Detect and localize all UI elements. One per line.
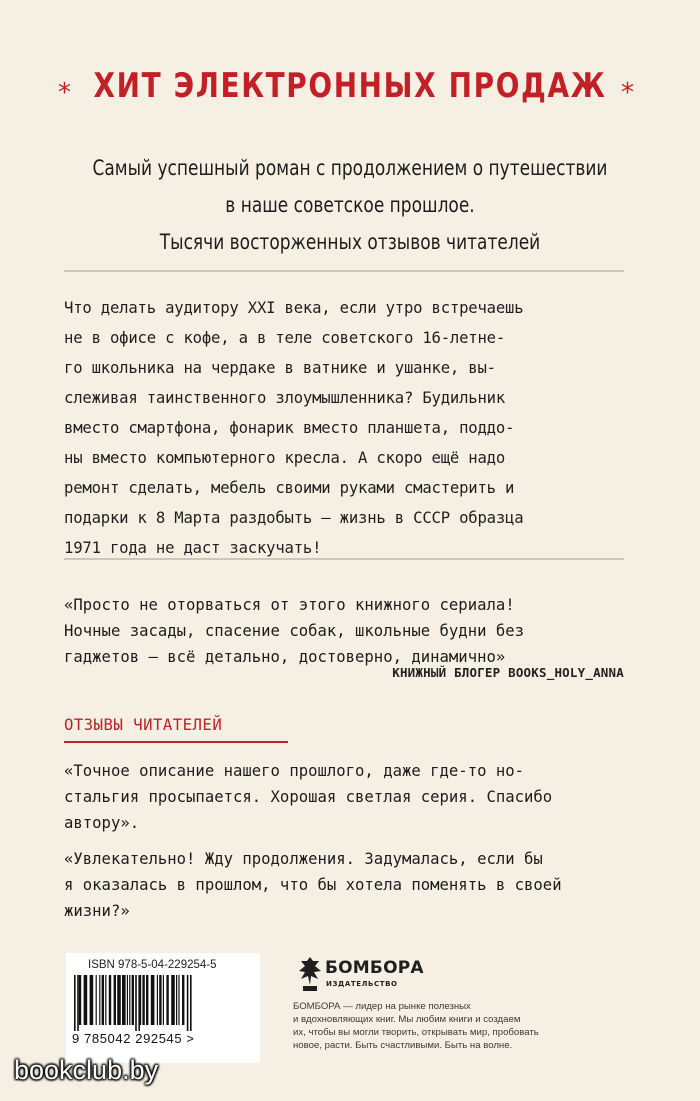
review-line: стальгия просыпается. Хорошая светлая серия. Спасибо — [64, 788, 553, 806]
quote-line: «Просто не оторваться от этого книжного сериала! — [64, 596, 515, 614]
barcode-digits: 9 785042 292545 > — [72, 1031, 195, 1046]
blurb-paragraph — [64, 293, 624, 563]
site-watermark: bookclub.by — [14, 1055, 159, 1085]
header-title: ХИТ ЭЛЕКТРОННЫХ ПРОДАЖ — [93, 66, 607, 106]
reviews-heading-underline — [64, 741, 288, 743]
blurb-line: го школьника на чердаке в ватнике и ушанке, вы- — [64, 359, 496, 377]
bomb-icon — [297, 955, 323, 993]
tagline-line: в наше советское прошлое. — [225, 193, 475, 217]
reader-review — [64, 846, 624, 924]
review-line: «Точное описание нашего прошлого, даже где-то но- — [64, 762, 525, 780]
reader-review — [64, 758, 624, 836]
isbn-label: ISBN 978-5-04-229254-5 — [88, 959, 217, 971]
reviews-heading: ОТЗЫВЫ ЧИТАТЕЛЕЙ — [64, 716, 223, 734]
publisher-subtitle: ИЗДАТЕЛЬСТВО — [326, 980, 398, 988]
publisher-line: их, чтобы вы могли творить, открывать мир, пробовать — [293, 1027, 539, 1038]
header-banner — [0, 64, 700, 124]
blurb-line: слеживая таинственного злоумышленника? Будильник — [64, 389, 506, 407]
blogger-quote — [64, 592, 624, 670]
publisher-line: новое, расти. Быть счастливыми. Быть на волне. — [293, 1040, 513, 1051]
review-line: автору». — [64, 814, 140, 832]
star-icon: * — [621, 78, 634, 108]
barcode — [66, 953, 260, 1063]
blurb-line: 1971 года не даст заскучать! — [64, 539, 322, 557]
quote-line: Ночные засады, спасение собак, школьные будни без — [64, 622, 525, 640]
blurb-line: ны вместо компьютерного кресла. А скоро ещё надо — [64, 449, 506, 467]
publisher-name: БОМБОРА — [325, 958, 424, 978]
review-line: жизни?» — [64, 902, 130, 920]
review-line: я оказалась в прошлом, что бы хотела поменять в своей — [64, 876, 562, 894]
quote-line: гаджетов — всё детально, достоверно, динамично» — [64, 648, 506, 666]
publisher-logo — [297, 955, 457, 995]
tagline — [40, 150, 660, 261]
divider — [64, 558, 624, 560]
blurb-line: Что делать аудитору XXI века, если утро встречаешь — [64, 299, 524, 317]
blurb-line: ремонт сделать, мебель своими руками смастерить и — [64, 479, 515, 497]
blurb-line: не в офисе с кофе, а в теле советского 16-летне- — [64, 329, 506, 347]
blurb-line: подарки к 8 Марта раздобыть — жизнь в СССР образца — [64, 509, 524, 527]
publisher-line: БОМБОРА — лидер на рынке полезных — [293, 1001, 471, 1012]
barcode-bars-icon — [72, 975, 254, 1031]
divider — [64, 270, 624, 272]
blurb-line: вместо смартфона, фонарик вместо планшета, поддо- — [64, 419, 515, 437]
review-line: «Увлекательно! Жду продолжения. Задумалась, если бы — [64, 850, 543, 868]
quote-author: КНИЖНЫЙ БЛОГЕР BOOKS_HOLY_ANNA — [392, 665, 624, 680]
publisher-description — [293, 1000, 593, 1052]
publisher-line: и вдохновляющих книг. Мы любим книги и создаем — [293, 1014, 521, 1025]
tagline-line: Самый успешный роман с продолжением о путешествии — [92, 156, 608, 180]
tagline-line: Тысячи восторженных отзывов читателей — [159, 230, 541, 254]
star-icon: * — [58, 78, 71, 108]
